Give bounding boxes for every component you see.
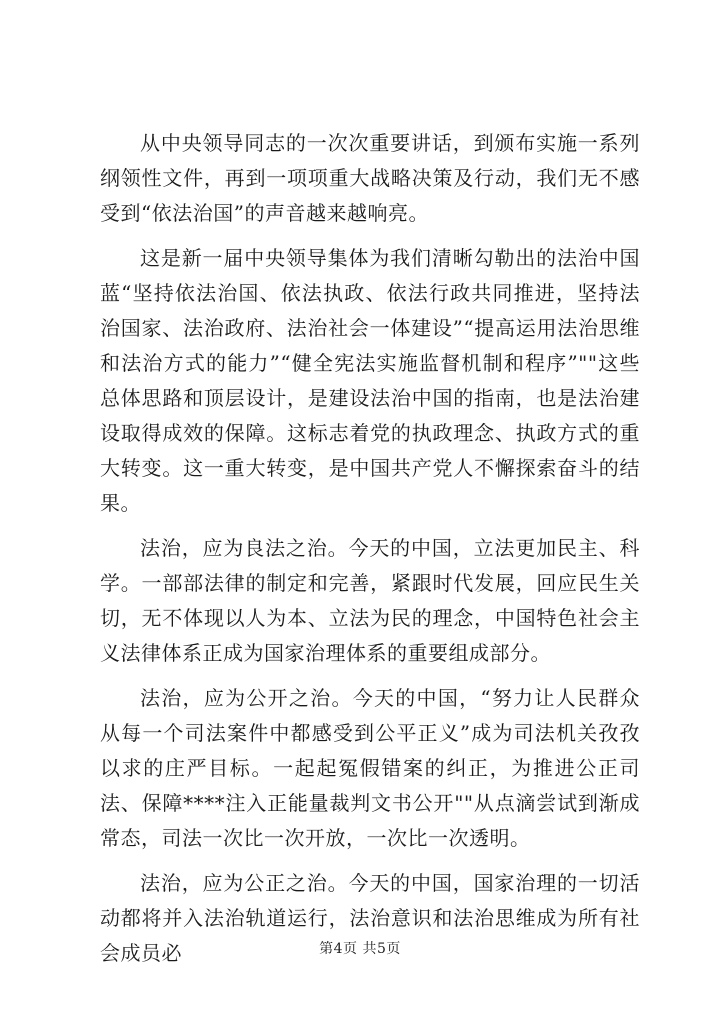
paragraph-2: 这是新一届中央领导集体为我们清晰勾勒出的法治中国蓝“坚持依法治国、依法执政、依法行政共同推进，坚持法治国家、法治政府、法治社会一体建设”“提高运用法治思维和法治方式的能力”“健全宪法实施监督机制和程序”""这些总体思路和顶层设计，是建设法治中国的指南，也是法治建设取得成效的保障。这标志着党的执政理念、执政方式的重大转变。这一重大转变，是中国共产党人不懈探索奋斗的结果。 [100, 246, 640, 515]
paragraph-3: 法治，应为良法之治。今天的中国，立法更加民主、科学。一部部法律的制定和完善，紧跟时代发展，回应民生关切，无不体现以人为本、立法为民的理念，中国特色社会主义法律体系正成为国家治理体系的重要组成部分。 [100, 536, 640, 665]
paragraph-4: 法治，应为公开之治。今天的中国，“努力让人民群众从每一个司法案件中都感受到公平正义”成为司法机关孜孜以求的庄严目标。一起起冤假错案的纠正，为推进公正司法、保障****注入正能量裁判文书公开""从点滴尝试到渐成常态，司法一次比一次开放，一次比一次透明。 [100, 686, 640, 850]
page-footer: 第4页 共5页 [319, 941, 401, 957]
body-text [100, 126, 640, 981]
paragraph-1: 从中央领导同志的一次次重要讲话，到颁布实施一系列纲领性文件，再到一项项重大战略决策及行动，我们无不感受到“依法治国”的声音越来越响亮。 [100, 131, 640, 225]
paragraph-5: 法治，应为公正之治。今天的中国，国家治理的一切活动都将并入法治轨道运行，法治意识和法治思维成为所有社会成员必 [100, 871, 640, 965]
